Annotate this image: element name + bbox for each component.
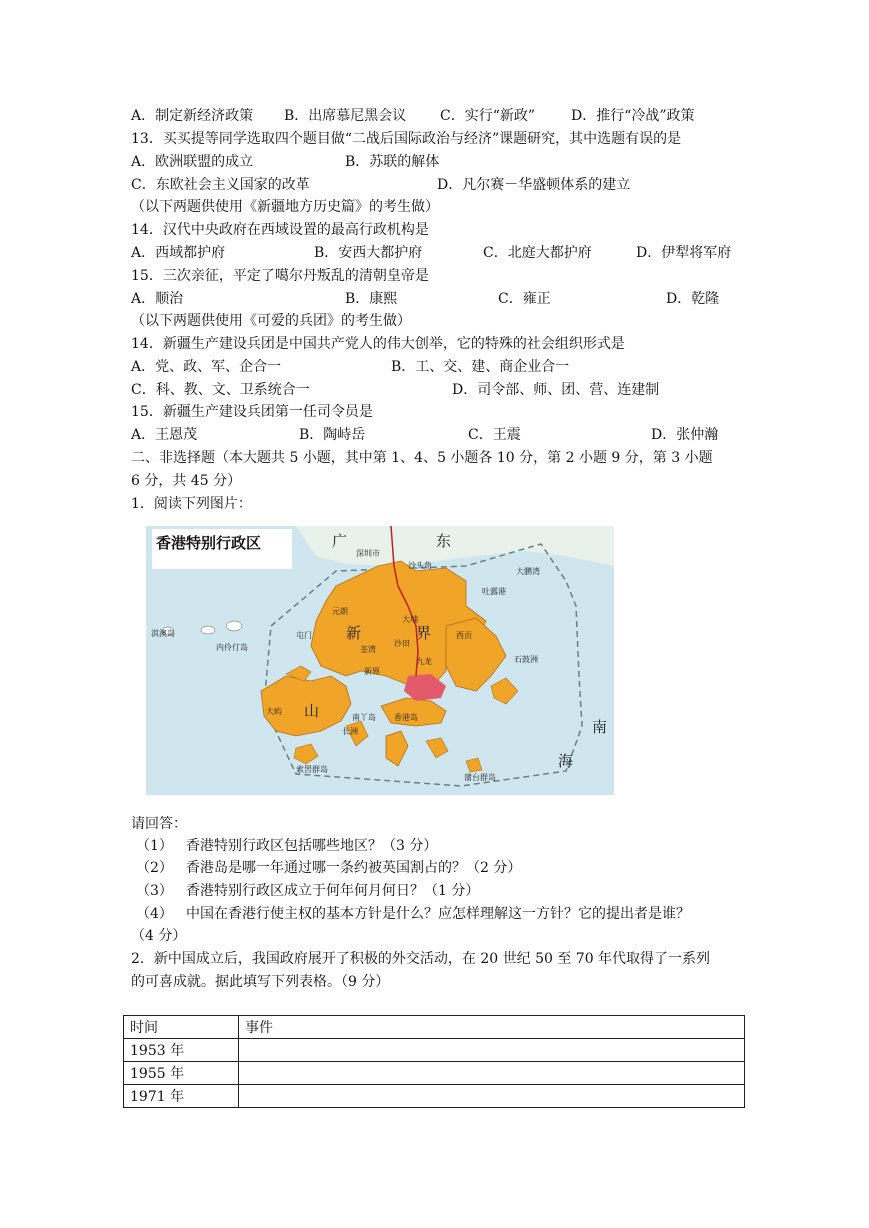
- q1-sub2-num: （2）: [136, 860, 173, 876]
- table-cell-year: 1955 年: [124, 1062, 239, 1085]
- map-label-hkisland: 香港岛: [394, 713, 418, 722]
- q2-line1: 2．新中国成立后，我国政府展开了积极的外交活动，在 20 世纪 50 至 70 年代取得了一系列: [131, 951, 711, 967]
- q1-sub3-text: 香港特别行政区成立于何年何月何日？（1 分）: [186, 883, 480, 899]
- q1-sub4-score: （4 分）: [131, 928, 187, 944]
- q2-line2: 的可喜成就。据此填写下列表格。（9 分）: [131, 974, 390, 990]
- q1-sub4-num: （4）: [136, 906, 173, 922]
- events-table: [123, 1015, 745, 1108]
- map-label-hai: 海: [558, 752, 574, 770]
- map-label-qiao: 淇澳岛: [151, 629, 175, 638]
- q14a-stem: 14．汉代中央政府在西域设置的最高行政机构是: [131, 222, 429, 238]
- table-cell-year: 1953 年: [124, 1039, 239, 1062]
- q14a-option-a: A．西域都护府: [131, 245, 226, 261]
- q13-option-b: B．苏联的解体: [345, 154, 440, 170]
- map-label-kowloon: 九龙: [416, 657, 432, 666]
- q14b-option-c: C．科、教、文、卫系统合一: [131, 382, 310, 398]
- map-label-shan: 山: [304, 702, 320, 720]
- map-label-yuen: 元朗: [332, 607, 348, 616]
- map-label-nan: 南: [592, 718, 608, 736]
- map-label-lamma: 南丫岛: [352, 713, 376, 722]
- map-label-waglan: 蒲台群岛: [464, 773, 496, 782]
- q13-option-c: C．东欧社会主义国家的改革: [131, 177, 310, 193]
- map-label-mirs: 大鹏湾: [516, 567, 540, 576]
- table-header-time: 时间: [124, 1016, 239, 1039]
- q1-sub4-text: 中国在香港行使主权的基本方针是什么？应怎样理解这一方针？它的提出者是谁？: [186, 906, 690, 922]
- map-label-tuenmun: 屯门: [296, 631, 312, 640]
- map-label-jie: 界: [416, 624, 432, 642]
- q1-sub1-text: 香港特别行政区包括哪些地区？（3 分）: [186, 838, 438, 854]
- q13-option-d: D．凡尔赛－华盛顿体系的建立: [437, 177, 631, 193]
- table-cell-event[interactable]: [239, 1085, 745, 1108]
- map-label-dapeng: 大埔: [402, 615, 418, 624]
- map-label-shatoujiao: 沙头角: [408, 561, 432, 570]
- map-title: 香港特别行政区: [156, 534, 262, 552]
- table-row: [124, 1039, 745, 1062]
- note-bingtuan: （以下两题供使用《可爱的兵团》的考生做）: [131, 313, 411, 329]
- answer-prompt: 请回答：: [131, 816, 187, 832]
- q1-sub2-text: 香港岛是哪一年通过哪一条约被英国割占的？（2 分）: [186, 860, 522, 876]
- map-label-shatin: 沙田: [394, 639, 410, 648]
- q13-option-a: A．欧洲联盟的成立: [131, 154, 254, 170]
- q15b-option-c: C．王震: [468, 427, 521, 443]
- map-label-lantau: 大屿: [266, 707, 282, 716]
- map-label-cheungchau: 长洲: [342, 727, 358, 736]
- map-label-saikung: 西贡: [456, 631, 472, 640]
- q1-intro: 1．阅读下列图片：: [131, 496, 252, 512]
- q15a-option-b: B．康熙: [345, 291, 398, 307]
- q14b-option-d: D．司令部、师、团、营、连建制: [452, 382, 660, 398]
- map-label-kuoxin: 新界: [364, 667, 380, 676]
- q12-option-a: A．制定新经济政策: [131, 108, 254, 124]
- table-row: [124, 1062, 745, 1085]
- q14b-option-b: B．工、交、建、商企业合一: [391, 359, 570, 375]
- q1-sub3-num: （3）: [136, 883, 173, 899]
- map-label-lantau2: 石鼓洲: [514, 655, 538, 664]
- map-label-guang: 广: [332, 532, 348, 550]
- map-label-tsuen: 荃湾: [360, 645, 376, 654]
- q15a-option-a: A．顺治: [131, 291, 184, 307]
- q15b-stem: 15．新疆生产建设兵团第一任司令员是: [131, 404, 373, 420]
- q12-option-b: B．出席慕尼黑会议: [284, 108, 407, 124]
- table-cell-event[interactable]: [239, 1039, 745, 1062]
- map-label-neilingding: 内伶仃岛: [216, 643, 248, 652]
- table-cell-year: 1971 年: [124, 1085, 239, 1108]
- q15a-option-d: D．乾隆: [666, 291, 720, 307]
- q13-stem: 13．买买提等同学选取四个题目做“二战后国际政治与经济”课题研究，其中选题有误的是: [131, 131, 682, 147]
- q14a-option-c: C．北庭大都护府: [483, 245, 592, 261]
- q12-option-c: C．实行“新政”: [440, 108, 536, 124]
- map-label-tolo: 吐露港: [482, 587, 506, 596]
- table-row: [124, 1085, 745, 1108]
- q14a-option-d: D．伊犁将军府: [636, 245, 732, 261]
- part2-heading-line2: 6 分，共 45 分）: [131, 473, 242, 489]
- q15a-stem: 15．三次亲征，平定了噶尔丹叛乱的清朝皇帝是: [131, 268, 429, 284]
- map-label-soko: 索罟群岛: [296, 765, 328, 774]
- part2-heading-line1: 二、非选择题（本大题共 5 小题，其中第 1、4、5 小题各 10 分，第 2 小题 9 分，第 3 小题: [131, 450, 713, 466]
- table-cell-event[interactable]: [239, 1062, 745, 1085]
- q15b-option-b: B．陶峙岳: [299, 427, 366, 443]
- q14a-option-b: B．安西大都护府: [314, 245, 423, 261]
- q12-option-d: D．推行“冷战”政策: [571, 108, 695, 124]
- map-label-shenzhen: 深圳市: [356, 549, 380, 558]
- map-label-dong: 东: [436, 532, 452, 550]
- q15b-option-d: D．张仲瀚: [651, 427, 719, 443]
- table-header-event: 事件: [239, 1016, 745, 1039]
- q14b-stem: 14．新疆生产建设兵团是中国共产党人的伟大创举，它的特殊的社会组织形式是: [131, 336, 625, 352]
- note-xinjiang: （以下两题供使用《新疆地方历史篇》的考生做）: [131, 199, 439, 215]
- q15b-option-a: A．王恩茂: [131, 427, 198, 443]
- table-header-row: [124, 1016, 745, 1039]
- hong-kong-map: [146, 526, 614, 795]
- q1-sub1-num: （1）: [136, 838, 173, 854]
- q15a-option-c: C．雍正: [498, 291, 551, 307]
- q14b-option-a: A．党、政、军、企合一: [131, 359, 282, 375]
- map-label-xin: 新: [346, 624, 362, 642]
